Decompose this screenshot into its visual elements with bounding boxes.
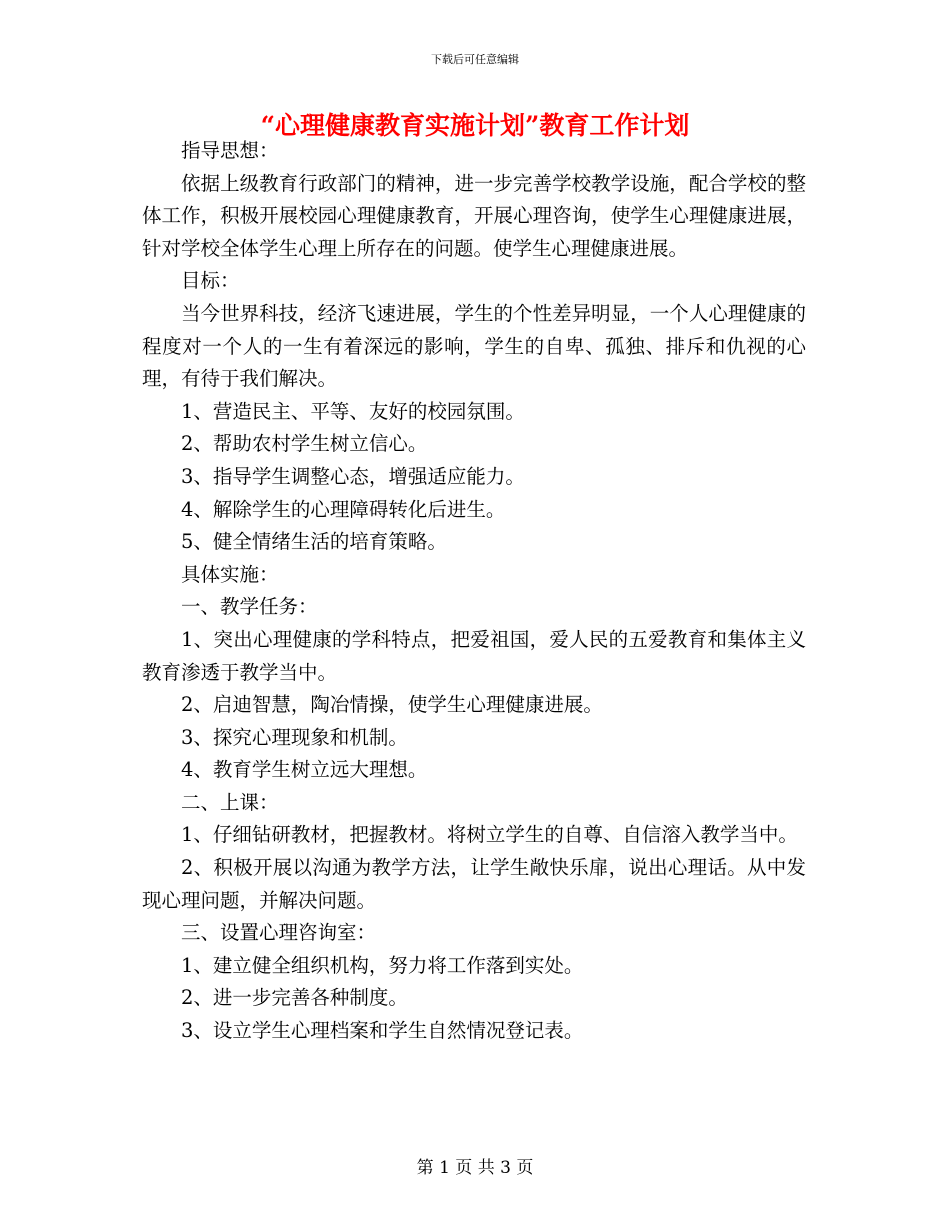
- goal-item-2: 2、帮助农村学生树立信心。: [181, 432, 428, 456]
- paragraph-goals: 当今世界科技，经济飞速进展，学生的个性差异明显，一个人心理健康的程度对一个人的一生有着深远的影响，学生的自卑、孤独、排斥和仇视的心理，有待于我们解决。: [142, 301, 806, 391]
- header-note: 下载后可任意编辑: [431, 53, 519, 66]
- goal-item-3: 3、指导学生调整心态，增强适应能力。: [181, 464, 525, 488]
- class-item-2: 2、积极开展以沟通为教学方法，让学生敞快乐扉，说出心理话。从中发现心理问题，并解决问题。: [142, 856, 806, 912]
- goal-item-1: 1、营造民主、平等、友好的校园氛围。: [181, 399, 525, 423]
- section-heading-implementation: 具体实施：: [181, 562, 279, 586]
- goal-item-4: 4、解除学生的心理障碍转化后进生。: [181, 497, 506, 521]
- counseling-item-3: 3、设立学生心理档案和学生自然情况登记表。: [181, 1019, 584, 1043]
- goal-item-5: 5、健全情绪生活的培育策略。: [181, 530, 447, 554]
- class-item-1: 1、仔细钻研教材，把握教材。将树立学生的自尊、自信溶入教学当中。: [181, 823, 798, 847]
- document-body: [142, 135, 806, 1048]
- teaching-task-item-3: 3、探究心理现象和机制。: [181, 725, 408, 749]
- page-footer: 第 1 页 共 3 页: [416, 1158, 534, 1178]
- section-heading-goals: 目标：: [181, 269, 240, 293]
- document-title: “心理健康教育实施计划”教育工作计划: [260, 111, 690, 140]
- counseling-item-2: 2、进一步完善各种制度。: [181, 986, 408, 1010]
- subsection-heading-teaching-tasks: 一、教学任务：: [181, 595, 318, 619]
- teaching-task-item-1: 1、突出心理健康的学科特点，把爱祖国，爱人民的五爱教育和集体主义教育渗透于教学当中。: [142, 627, 806, 684]
- section-heading-guiding-ideology: 指导思想：: [181, 139, 279, 162]
- counseling-item-1: 1、建立健全组织机构，努力将工作落到实处。: [181, 953, 584, 977]
- subsection-heading-counseling-room: 三、设置心理咨询室：: [181, 921, 377, 945]
- subsection-heading-classes: 二、上课：: [181, 790, 279, 814]
- paragraph-guiding-ideology: 依据上级教育行政部门的精神，进一步完善学校教学设施，配合学校的整体工作，积极开展校园心理健康教育，开展心理咨询，使学生心理健康进展，针对学校全体学生心理上所存在的问题。使学生心理健康进展。: [142, 171, 806, 260]
- teaching-task-item-2: 2、启迪智慧，陶冶情操，使学生心理健康进展。: [181, 693, 603, 717]
- teaching-task-item-4: 4、教育学生树立远大理想。: [181, 758, 428, 782]
